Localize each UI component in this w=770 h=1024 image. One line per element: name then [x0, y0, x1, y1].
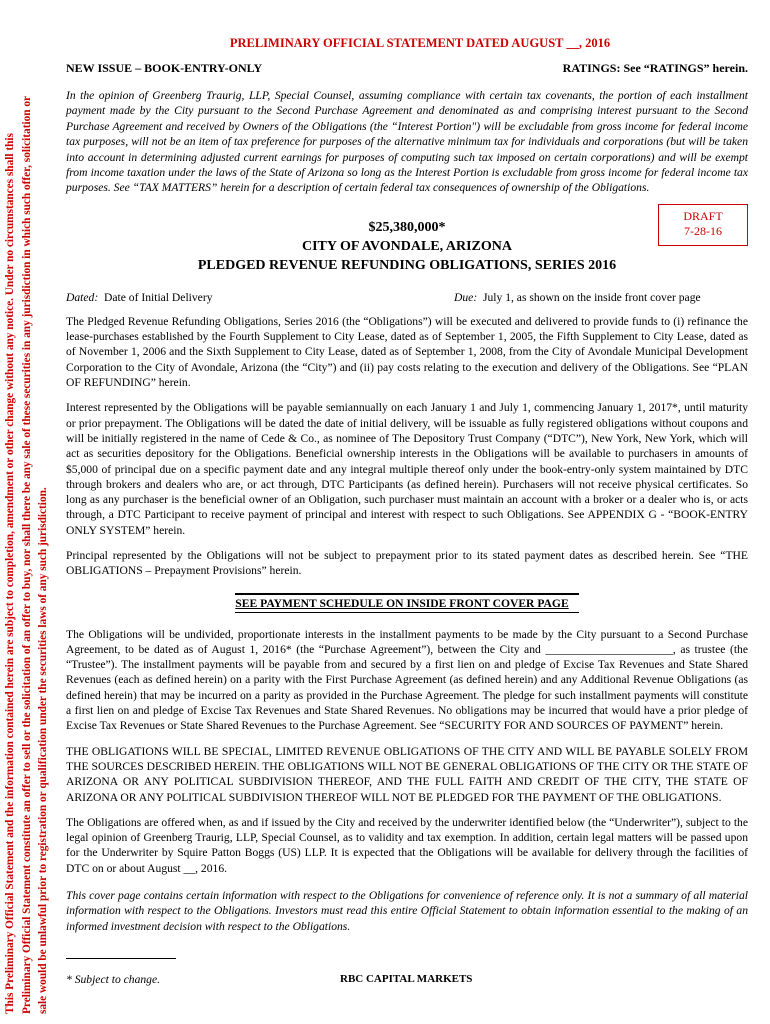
- subject-to-change-footnote: * Subject to change.: [66, 972, 161, 986]
- side-legend-line-3: sale would be unlawful prior to registration or qualification under the securities laws of any such jurisdiction.: [37, 487, 49, 1014]
- new-issue-label: NEW ISSUE – BOOK-ENTRY-ONLY: [66, 61, 263, 75]
- security-paragraph: The Obligations will be undivided, proportionate interests in the installment payments to be made by the City pursuant to a Second Purchase Agreement, to be dated as of August 1, 2016* (the “Purchase Agreement”), between the City and ______________________, as trustee (the “Trustee”). The installment payments will be payable from and secured by a first lien on and pledge of Excise Tax Revenues and State Shared Revenues (each as defined herein) on a parity with the First Purchase Agreement (as defined herein) and any Additional Revenue Obligations (as defined herein) that may be incurred on a parity as provided in the Purchase Agreement. The pledge for such installment payments will constitute a first lien on and pledge of Excise Tax Revenues and State Shared Revenues. No obligations may be incurred that would have a prior pledge of Excise Tax Revenues or State Shared Revenues to the Purchase Agreement. See “SECURITY FOR AND SOURCES OF PAYMENT” herein.: [66, 627, 748, 733]
- interest-paragraph: Interest represented by the Obligations will be payable semiannually on each January 1 and July 1, commencing January 1, 2017*, until maturity or prior prepayment. The Obligations will be dated the date of initial delivery, will be issuable as fully registered obligations without coupons and will be initially registered in the name of Cede & Co., as nominee of The Depository Trust Company (“DTC”), New York, New York, which will act as securities depository for the Obligations. Beneficial ownership interests in the Obligations will be available to purchasers in amounts of $5,000 of principal due on a specific payment date and any integral multiple thereof only under the book-entry-only system maintained by DTC through brokers and dealers who are, or act through, DTC Participants (as defined herein). Purchasers will not receive physical certificates. So long as any purchaser is the beneficial owner of an Obligation, such purchaser must maintain an account with a broker or a dealer who is, or acts through, a DTC Participant to receive payment of principal and interest with respect to such Obligations. See APPENDIX G - “BOOK-ENTRY ONLY SYSTEM” herein.: [66, 401, 748, 537]
- issuer-name: CITY OF AVONDALE, ARIZONA: [301, 238, 512, 254]
- side-legend-line-2: Preliminary Official Statement constitute an offer to sell or the solicitation of an offer to buy, nor shall there be any sale of these securities in any jurisdiction in which such offer, solicitation or: [20, 95, 33, 1014]
- cover-page: [66, 36, 748, 986]
- title-block: [66, 208, 748, 275]
- footnote-divider: [66, 958, 176, 959]
- due-label: Due:: [454, 290, 478, 304]
- side-legend-line-1: This Preliminary Official Statement and the information contained herein are subject to completion, amendment or other change without any notice. Under no circumstances shall this: [4, 133, 16, 1014]
- underwriter-name: RBC CAPITAL MARKETS: [340, 972, 473, 985]
- dated-due-row: [66, 291, 748, 304]
- ratings-label: RATINGS: See “RATINGS” herein.: [562, 61, 748, 75]
- footer-row: [66, 973, 748, 986]
- purpose-paragraph: The Pledged Revenue Refunding Obligations, Series 2016 (the “Obligations”) will be executed and delivered to provide funds to (i) refinance the lease-purchases established by the Fourth Supplement to City Lease, dated as of September 1, 2005, the Fifth Supplement to City Lease, dated as of November 1, 2006 and the Sixth Supplement to City Lease, dated as of September 1, 2008, from the City of Avondale Municipal Development Corporation to the City of Avondale, Arizona (the “City”) and (ii) pay costs relating to the execution and delivery of the Obligations. See “PLAN OF REFUNDING” herein.: [66, 314, 748, 390]
- side-legend: [0, 0, 56, 1024]
- dated-value: Date of Initial Delivery: [104, 290, 213, 304]
- payment-schedule-label: SEE PAYMENT SCHEDULE ON INSIDE FRONT COVER PAGE: [235, 593, 578, 613]
- cover-page-disclaimer: This cover page contains certain information with respect to the Obligations for convenience of reference only. It is not a summary of all material information with respect to the Obligations. Investors must read this entire Official Statement to obtain information essential to the making of an informed investment decision with respect to the Obligations.: [66, 889, 748, 933]
- limited-obligations-paragraph: THE OBLIGATIONS WILL BE SPECIAL, LIMITED REVENUE OBLIGATIONS OF THE CITY AND WILL BE PAYABLE SOLELY FROM THE SOURCES DESCRIBED HEREIN. THE OBLIGATIONS WILL NOT BE GENERAL OBLIGATIONS OF THE CITY OR THE STATE OF ARIZONA OR ANY POLITICAL SUBDIVISION THEREOF, AND THE FULL FAITH AND CREDIT OF THE CITY, THE STATE OF ARIZONA OR ANY POLITICAL SUBDIVISION THEREOF WILL NOT BE PLEDGED FOR THE PAYMENT OF THE OBLIGATIONS.: [66, 744, 748, 804]
- dated-field: [66, 291, 454, 304]
- due-value: July 1, as shown on the inside front cover page: [482, 290, 701, 304]
- series-title: PLEDGED REVENUE REFUNDING OBLIGATIONS, SERIES 2016: [197, 257, 617, 273]
- issue-ratings-row: [66, 61, 748, 76]
- issue-amount: $25,380,000*: [368, 219, 446, 235]
- dated-label: Dated:: [66, 290, 99, 304]
- side-legend-text: [0, 4, 56, 1014]
- principal-paragraph: Principal represented by the Obligations will not be subject to prepayment prior to its stated payment dates as described herein. See “THE OBLIGATIONS – Prepayment Provisions” herein.: [66, 549, 748, 578]
- due-field: [454, 291, 701, 304]
- tax-opinion-paragraph: In the opinion of Greenberg Traurig, LLP, Special Counsel, assuming compliance with certain tax covenants, the portion of each installment payment made by the City pursuant to the Second Purchase Agreement and denominated as and comprising interest pursuant to the Second Purchase Agreement and received by Owners of the Obligations (the “Interest Portion") will be excludable from gross income for federal income tax purposes, will not be an item of tax preference for purposes of the alternative minimum tax for individuals and corporations (but will be taken into account in determining adjusted current earnings for purposes of computing such tax imposed on certain corporations) and will be exempt from income taxation under the laws of the State of Arizona so long as the Interest Portion is excludable from gross income for federal income tax purposes. See “TAX MATTERS” herein for a description of certain federal tax consequences of ownership of the Obligations.: [66, 89, 748, 195]
- payment-schedule-notice: [66, 593, 748, 613]
- draft-stamp: [658, 204, 748, 246]
- draft-label: DRAFT: [683, 208, 723, 223]
- offering-paragraph: The Obligations are offered when, as and if issued by the City and received by the underwriter identified below (the “Underwriter”), subject to the legal opinion of Greenberg Traurig, LLP, Special Counsel, as to validity and tax exemption. In addition, certain legal matters will be passed upon for the Underwriter by Squire Patton Boggs (US) LLP. It is expected that the Obligations will be available for delivery through the facilities of DTC on or about August __, 2016.: [66, 815, 748, 875]
- draft-date: 7-28-16: [684, 223, 722, 238]
- preliminary-heading: PRELIMINARY OFFICIAL STATEMENT DATED AUGUST __, 2016: [229, 36, 611, 50]
